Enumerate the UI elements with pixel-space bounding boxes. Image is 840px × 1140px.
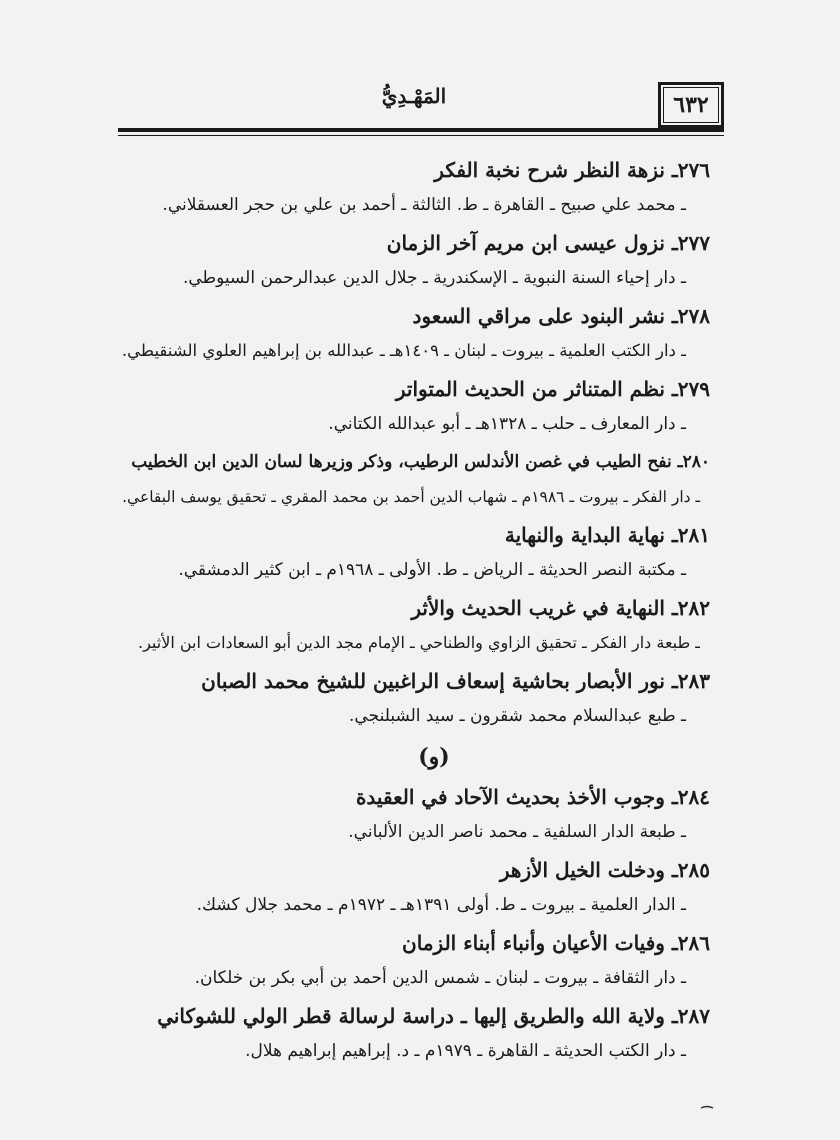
entry-detail: ـ دار الكتب العلمية ـ بيروت ـ لبنان ـ ١٤٠٩هـ ـ عبدالله بن إبراهيم العلوي الشنقيطي.	[121, 341, 686, 360]
scan-mark	[700, 1100, 714, 1114]
header-rule-thick	[118, 128, 724, 132]
bibliography-entry	[118, 152, 710, 222]
entry-title: ٢٧٩ـ نظم المتناثر من الحديث المتواتر	[395, 377, 710, 401]
entry-detail: ـ دار الفكر ـ بيروت ـ ١٩٨٦م ـ شهاب الدين أحمد بن محمد المقري ـ تحقيق يوسف البقاعي.	[122, 488, 700, 506]
entry-detail: ـ دار المعارف ـ حلب ـ ١٣٢٨هـ ـ أبو عبدالله الكتاني.	[328, 414, 686, 434]
entry-title: ٢٧٦ـ نزهة النظر شرح نخبة الفكر	[434, 158, 710, 182]
entry-detail: ـ دار إحياء السنة النبوية ـ الإسكندرية ـ جلال الدين عبدالرحمن السيوطي.	[182, 268, 686, 288]
entry-detail: ـ محمد علي صبيح ـ القاهرة ـ ط. الثالثة ـ أحمد بن علي بن حجر العسقلاني.	[162, 195, 686, 215]
entry-title: ٢٧٧ـ نزول عيسى ابن مريم آخر الزمان	[386, 231, 710, 255]
bibliography-list	[118, 152, 710, 1071]
bibliography-entry	[118, 225, 710, 295]
page-number: ٦٣٢	[658, 82, 724, 128]
bibliography-entry	[118, 590, 710, 660]
bibliography-entry	[118, 925, 710, 995]
bibliography-entry	[118, 517, 710, 587]
entry-title: ٢٨٧ـ ولاية الله والطريق إليها ـ دراسة لرسالة قطر الولي للشوكاني	[157, 1004, 710, 1028]
entry-title: ٢٨٦ـ وفيات الأعيان وأنباء أبناء الزمان	[402, 931, 710, 955]
entry-detail: ـ الدار العلمية ـ بيروت ـ ط. أولى ١٣٩١هـ ـ ١٩٧٢م ـ محمد جلال كشك.	[196, 895, 686, 915]
entry-title: ٢٧٨ـ نشر البنود على مراقي السعود	[412, 304, 710, 328]
entry-title: ٢٨٣ـ نور الأبصار بحاشية إسعاف الراغبين للشيخ محمد الصبان	[201, 669, 710, 693]
entry-title: ٢٨١ـ نهاية البداية والنهاية	[504, 523, 710, 547]
section-letter-heading: (و)	[418, 744, 450, 770]
entry-detail: ـ دار الثقافة ـ بيروت ـ لبنان ـ شمس الدين أحمد بن أبي بكر بن خلكان.	[194, 968, 686, 988]
entry-title: ٢٨٠ـ نفح الطيب في غصن الأندلس الرطيب، وذكر وزيرها لسان الدين ابن الخطيب	[131, 452, 710, 472]
entry-title: ٢٨٥ـ ودخلت الخيل الأزهر	[499, 858, 710, 882]
entry-title: ٢٨٢ـ النهاية في غريب الحديث والأثر	[411, 596, 710, 620]
bibliography-entry	[118, 779, 710, 849]
bibliography-entry	[118, 371, 710, 441]
entry-detail: ـ طبع عبدالسلام محمد شقرون ـ سيد الشبلنجي.	[349, 706, 686, 726]
bibliography-entry	[118, 444, 710, 514]
bibliography-entry	[118, 852, 710, 922]
bibliography-entry	[118, 298, 710, 368]
entry-detail: ـ مكتبة النصر الحديثة ـ الرياض ـ ط. الأولى ـ ١٩٦٨م ـ ابن كثير الدمشقي.	[178, 560, 686, 580]
entry-detail: ـ طبعة دار الفكر ـ تحقيق الزاوي والطناحي ـ الإمام مجد الدين أبو السعادات ابن الأثير.	[138, 633, 700, 652]
bibliography-entry	[118, 998, 710, 1068]
bibliography-entry	[118, 663, 710, 733]
page-header	[118, 82, 724, 132]
entry-detail: ـ دار الكتب الحديثة ـ القاهرة ـ ١٩٧٩م ـ د. إبراهيم إبراهيم هلال.	[245, 1041, 686, 1061]
header-rule-thin	[118, 135, 724, 136]
running-title: المَهْـدِيُّ	[381, 84, 447, 108]
entry-title: ٢٨٤ـ وجوب الأخذ بحديث الآحاد في العقيدة	[355, 785, 710, 809]
entry-detail: ـ طبعة الدار السلفية ـ محمد ناصر الدين الألباني.	[348, 822, 686, 842]
